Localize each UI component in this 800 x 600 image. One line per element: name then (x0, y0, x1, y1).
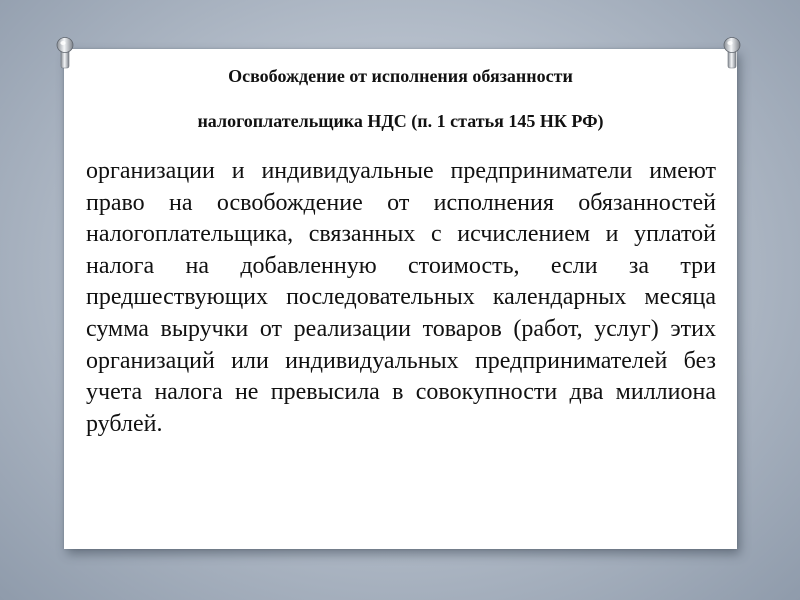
slide-title-line-2: налогоплательщика НДС (п. 1 статья 145 НК РФ) (197, 111, 604, 131)
slide-body-text: организации и индивидуальные предприниматели имеют право на освобождение от исполнения обязанностей налогоплательщика, связанных с исчислением и уплатой налога на добавленную стоимость, если за три предшествующих последовательных календарных месяца сумма выручки от реализации товаров (работ, услуг) этих организаций или индивидуальных предпринимателей без учета налога не превысила в совокупности два миллиона рублей. (86, 158, 716, 437)
slide-title-line-1: Освобождение от исполнения обязанности (228, 66, 573, 86)
